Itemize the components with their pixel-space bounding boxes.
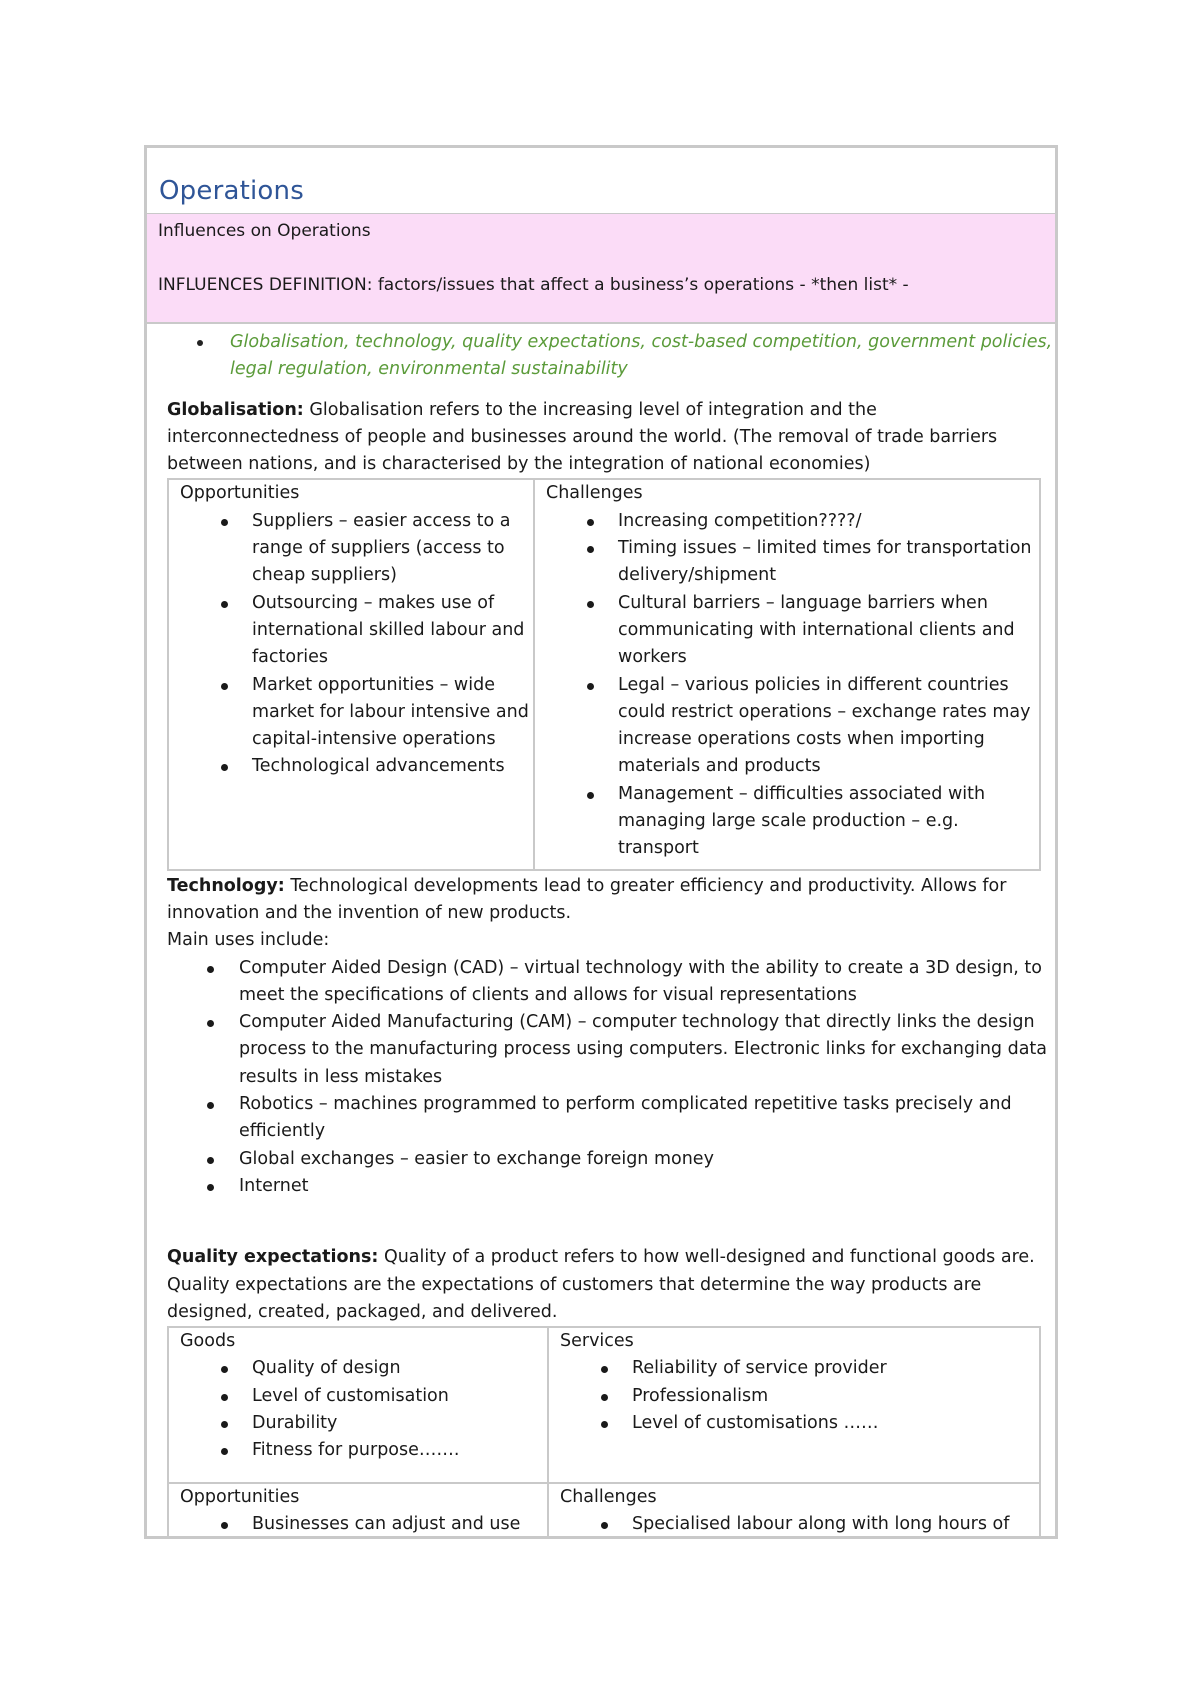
main-content	[147, 329, 1055, 1539]
section-heading: Influences on Operations	[158, 221, 371, 241]
list-item: Quality of design	[180, 1355, 543, 1382]
list-item: Increasing competition????/	[546, 508, 1035, 535]
services-cell	[547, 1328, 1039, 1482]
list-item: Level of customisation	[180, 1383, 543, 1410]
page-title: Operations	[159, 176, 304, 206]
quality-opportunities-challenges-table	[167, 1484, 1041, 1539]
globalisation-challenges-list	[546, 508, 1035, 863]
list-item: Computer Aided Design (CAD) – virtual technology with the ability to create a 3D design, to meet the specifications of clients and allows for visual representations	[167, 955, 1047, 1010]
globalisation-label: Globalisation:	[167, 399, 304, 420]
cell-heading: Services	[560, 1331, 634, 1352]
technology-label: Technology:	[167, 875, 285, 896]
list-item: Global exchanges – easier to exchange foreign money	[167, 1146, 1047, 1173]
list-item: Professionalism	[560, 1383, 1035, 1410]
list-item: Outsourcing – makes use of international skilled labour and factories	[180, 590, 529, 672]
cell-heading: Challenges	[546, 483, 643, 504]
list-item: Market opportunities – wide market for labour intensive and capital-intensive operations	[180, 672, 529, 754]
list-item: Robotics – machines programmed to perform complicated repetitive tasks precisely and efficiently	[167, 1091, 1047, 1146]
globalisation-table	[167, 478, 1041, 870]
cell-heading: Goods	[180, 1331, 236, 1352]
list-item: Durability	[180, 1410, 543, 1437]
services-list	[560, 1355, 1035, 1437]
quality-goods-services-table	[167, 1326, 1041, 1484]
cell-heading: Opportunities	[180, 483, 300, 504]
document-frame	[144, 145, 1058, 1539]
list-item: Level of customisations ……	[560, 1410, 1035, 1437]
globalisation-challenges-cell	[533, 480, 1039, 868]
list-item: Specialised labour along with long hours of	[560, 1511, 1035, 1538]
list-item: Globalisation, technology, quality expectations, cost-based competition, government policies, legal regulation, environmental sustainability	[167, 329, 1055, 384]
globalisation-paragraph	[167, 397, 1047, 479]
list-item: Computer Aided Manufacturing (CAM) – computer technology that directly links the design process to the manufacturing process using computers. Electronic links for exchanging data results in less mistakes	[167, 1009, 1047, 1091]
globalisation-opportunities-cell	[169, 480, 533, 868]
technology-uses-intro: Main uses include:	[167, 930, 330, 951]
cell-heading: Challenges	[560, 1487, 657, 1508]
quality-challenges-list	[560, 1511, 1035, 1538]
technology-paragraph	[167, 873, 1047, 928]
quality-label: Quality expectations:	[167, 1247, 379, 1268]
globalisation-opportunities-list	[180, 508, 529, 781]
list-item: Technological advancements	[180, 753, 529, 780]
technology-text: Technological developments lead to greater efficiency and productivity. Allows for innovation and the invention of new products.	[167, 875, 1007, 923]
globalisation-text: Globalisation refers to the increasing level of integration and the interconnectedness of people and businesses around the world. (The removal of trade barriers between nations, and is characterised by the integration of national economies)	[167, 399, 998, 475]
list-item: Reliability of service provider	[560, 1355, 1035, 1382]
list-item: Suppliers – easier access to a range of suppliers (access to cheap suppliers)	[180, 508, 529, 590]
quality-paragraph	[167, 1244, 1047, 1326]
list-item: Fitness for purpose…….	[180, 1437, 543, 1464]
quality-opportunities-cell	[169, 1484, 547, 1539]
cell-heading: Opportunities	[180, 1487, 300, 1508]
influences-definition: INFLUENCES DEFINITION: factors/issues that affect a business’s operations - *then list* -	[158, 275, 909, 295]
list-item: Businesses can adjust and use	[180, 1511, 543, 1538]
goods-list	[180, 1355, 543, 1464]
list-item: Legal – various policies in different countries could restrict operations – exchange rates may increase operations costs when importing materials and products	[546, 672, 1035, 781]
list-item: Timing issues – limited times for transportation delivery/shipment	[546, 535, 1035, 590]
list-item: Cultural barriers – language barriers when communicating with international clients and workers	[546, 590, 1035, 672]
technology-uses-list	[167, 955, 1047, 1201]
title-row	[147, 148, 1055, 214]
list-item: Internet	[167, 1173, 1047, 1200]
list-item: Management – difficulties associated with managing large scale production – e.g. transport	[546, 781, 1035, 863]
influences-list	[167, 329, 1055, 384]
goods-cell	[169, 1328, 547, 1482]
quality-text: Quality of a product refers to how well-designed and functional goods are. Quality expectations are the expectations of customers that determine the way products are designed, created, packaged, and delivered.	[167, 1247, 1035, 1322]
definition-block	[147, 214, 1055, 324]
quality-opportunities-list	[180, 1511, 543, 1538]
quality-challenges-cell	[547, 1484, 1039, 1539]
